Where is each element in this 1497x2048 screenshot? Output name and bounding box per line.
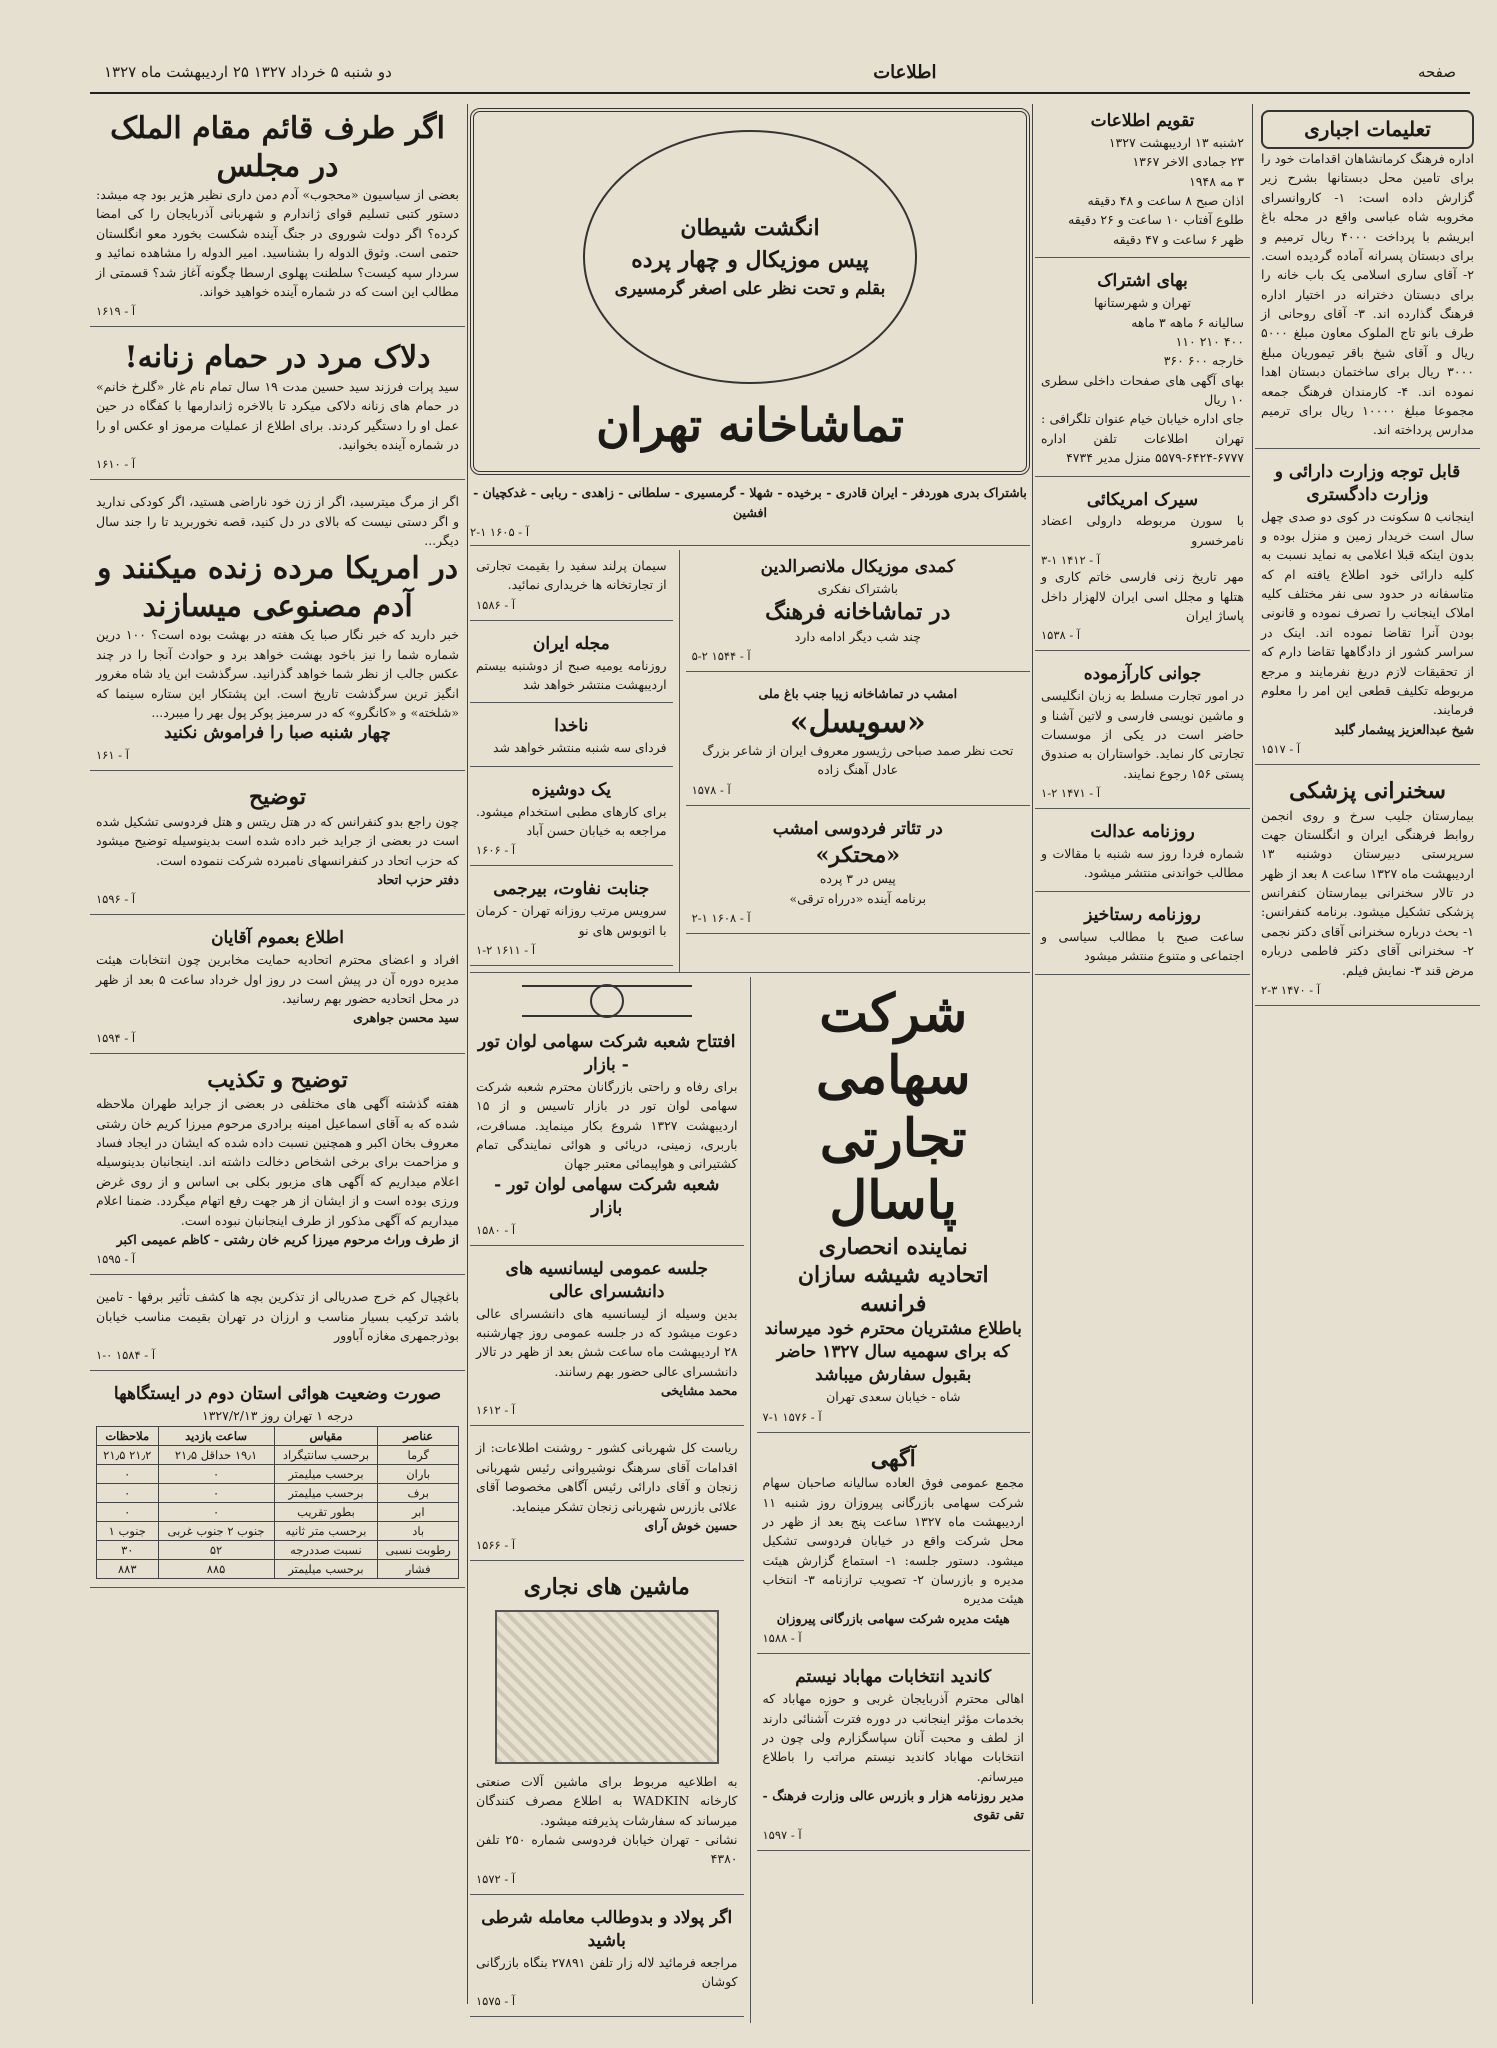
article-clarification: [90, 777, 465, 915]
weather-cell: برحسب متر ثانیه: [274, 1521, 378, 1540]
company-address: شاه - خیابان سعدی تهران: [826, 1389, 961, 1405]
weather-row: [97, 1521, 459, 1540]
ad-cement: [470, 550, 673, 621]
ad-title: ناخدا: [554, 716, 589, 737]
article-body: چون راجع بدو کنفرانس که در هتل ریتس و هتل فردوسی تشکیل شده است در بعضی از جراید خبر داده شده است بدینوسیله توضیح میشود که حزب اتحاد در کنفرانسهای نامبرده شرکت ننموده است.: [96, 813, 459, 868]
calendar-row: ظهر ۶ ساعت و ۴۷ دقیقه: [1112, 231, 1244, 247]
play-author: بقلم و تحت نظر علی اصغر گرمسیری: [614, 278, 886, 299]
article-title: اطلاع بعموم آقایان: [211, 928, 344, 949]
masthead-title: اطلاعات: [873, 61, 937, 83]
ad-title: در تئاتر فردوسی امشب: [772, 818, 943, 839]
weather-row: [97, 1483, 459, 1502]
ad-code: آ - ۱۵۷۶ ۱-۷: [762, 1409, 822, 1424]
article-denial: [90, 1060, 465, 1276]
article-bath-attendant: [90, 333, 465, 480]
company-name-line1: شرکت سهامی: [815, 983, 971, 1107]
ad-body: برای رفاه و راحتی بازرگانان محترم شعبه شرکت سهامی لوان تور در بازار تاسیس و از ۱۵ اردیبهشت ۱۳۲۷ شروع بکار مینماید. مسافرت، باربری، زمینی، دریائی و هوائی نمایندگی تمام کشتیرانی و هواپیمائی معتبر جهان: [476, 1078, 738, 1172]
ad-play: «محتکر»: [815, 841, 900, 868]
article-ministry-notice: [1255, 455, 1480, 765]
office-address: جای اداره خیابان خیام عنوان تلگرافی : تهران اطلاعات تلفن اداره ۶۷۷۷-۶۴۲۴-۵۵۷۹ منزل مدیر ۴۷۳۴: [1041, 411, 1244, 466]
ad-signature: مدیر روزنامه هزار و بازرس عالی وزارت فرهنگ - تقی تقوی: [762, 1788, 1024, 1823]
ad-levan-tour: [470, 1025, 744, 1246]
ad-comedy: [686, 550, 1030, 672]
ad-body: برای کارهای مطبی استخدام میشود. مراجعه به خیابان حسن آباد: [476, 803, 667, 838]
weather-cell: ۳۰: [97, 1540, 159, 1559]
weather-table: [96, 1426, 459, 1579]
ad-body: اهالی محترم آذربایجان غربی و حوزه مهاباد که بخدمات مؤثر اینجانب در دوره فترت آشنائی دارند از لطف و محبت آنان سپاسگزارم ولی چون در انتخابات مهاباد کاندید نیستم مراتب را باطلاع میرسانم.: [762, 1691, 1024, 1784]
ad-code: آ - ۱۵۸۸: [762, 1631, 802, 1646]
company-agent: نماینده انحصاری: [818, 1233, 968, 1260]
ad-code: آ - ۱۵۹۶: [96, 892, 136, 907]
subscription-row: ۴۰۰ ۲۱۰ ۱۱۰: [1175, 333, 1244, 349]
weather-cell: ۰: [97, 1483, 159, 1502]
subscription-box: [1035, 264, 1250, 476]
weather-cell: ۰: [97, 1464, 159, 1483]
weather-cell: بطور تقریب: [274, 1502, 378, 1521]
weather-cell: جنوب ۲ جنوب غربی: [158, 1521, 274, 1540]
calendar-row: طلوع آفتاب ۱۰ ساعت و ۲۶ دقیقه: [1068, 212, 1244, 228]
play-genre: پیس موزیکال و چهار پرده: [631, 246, 869, 273]
article-body: بعضی از سیاسیون «محجوب» آدم دمن داری نظیر هژیر بود چه میشد: دستور کتبی تسلیم قوای ژاندارم و شهربانی آذربایجان را کی امضا کرده؟ اگر دولت شوروی در جنگ آینده شکست بخورد معو انگلستان حتمی است. وثوق الدوله را بشناسید. امیر الدوله را مشاهده نمائید و سردار سپه کیست؟ سلطنت پهلوی ارسطا چگونه آغاز شد؟ قسمتی از مطالب این است که در شماره آینده خواهید خواند.: [96, 187, 459, 299]
ad-body: در امور تجارت مسلط به زبان انگلیسی و ماشین نویسی فارسی و لاتین آشنا و حاضر است در یکی از موسسات تجارتی کار نماید. خواستاران به صندوق پستی ۱۵۶ رجوع نمایند.: [1041, 688, 1244, 781]
ad-code: آ - ۱۶۰۸ ۱-۲: [691, 911, 751, 926]
ad-circus: [1035, 483, 1250, 652]
ad-code: آ - ۱۵۹۴: [96, 1030, 136, 1045]
ad-venue: در تماشاخانه فرهنگ: [765, 599, 951, 626]
article-body: اینجانب ۵ سکونت در کوی دو صدی چهل سال است خریدار زمین و منزل بوده و بدون اینکه قبلا اعلامی به نماید نسبت به کلیه دارائی خود اطلاع یافته ام که متاسفانه در حدود سی نفر مختلف کلیه املاک اینجانب را تصرف نموده و قانونی بودن آنرا تقاضا نموده اند. اینک در سراسر کشور از دادگاهها تقاضا دارم که از تحقیقات لازم دریغ نفرمایند و مرجع مربوطه تکلیف قطعی این امر را معلوم فرمایند.: [1261, 508, 1474, 718]
article-saba-promo: [90, 486, 465, 771]
article-public-notice: [90, 921, 465, 1053]
ad-title: مجله ایران: [532, 633, 610, 654]
weather-header-cell: ساعت بازدید: [158, 1426, 274, 1445]
column-2: [1035, 104, 1250, 981]
weather-cell: رطوبت نسبی: [378, 1540, 459, 1559]
article-body: افراد و اعضای محترم اتحادیه حمایت مخابرین چون انتخابات هیئت مدیره دوره آن در پیش است در روز اول خرداد ساعت ۵ بعد از ظهر در محل اتحادیه حضور بهم رسانید.: [96, 952, 459, 1006]
ad-code: آ - ۱۵۷۸: [691, 782, 731, 797]
ad-signature: محمد مشایخی: [660, 1383, 738, 1399]
article-title: سخنرانی پزشکی: [1289, 778, 1446, 804]
article-tagline: چهار شنبه صبا را فراموش نکنید: [164, 723, 391, 744]
ad-code: آ - ۱۵۴۴ ۲-۵: [691, 649, 751, 664]
center-two-column: [470, 545, 1030, 972]
article-compulsory-education: [1255, 104, 1480, 449]
ad-rastakhiz-newspaper: [1035, 898, 1250, 975]
theatre-oval: [583, 130, 917, 384]
ad-title: جنابت نفاوت، بیرجمی: [493, 879, 650, 900]
ad-title: جلسه عمومی لیسانسیه های دانشسرای عالی: [505, 1258, 708, 1302]
ad-experienced-youth: [1035, 657, 1250, 809]
article-title: توضیح: [248, 784, 306, 811]
ad-note: تحت نظر صمد صباحی رژیسور معروف ایران از شاعر بزرگ عادل آهنگ زاده: [702, 743, 1014, 778]
ad-body: به اطلاعیه مربوط برای ماشین آلات صنعتی کارخانه WADKIN به اطلاع مصرف کنندگان میرساند که سفارشات پذیرفته میشود.: [476, 1773, 738, 1828]
ad-code: آ - ۱۵۹۵: [96, 1252, 136, 1267]
article-signature: از طرف وراث مرحوم میرزا کریم خان رشتی - کاظم عمیمی اکبر: [116, 1231, 459, 1247]
weather-header-row: [97, 1426, 459, 1445]
weather-cell: برحسب میلیمتر: [274, 1483, 378, 1502]
ad-code: آ - ۱۵۷۲: [476, 1871, 516, 1886]
ad-pretitle: امشب در تماشاخانه زیبا جنب باغ ملی: [758, 686, 958, 702]
weather-title: صورت وضعیت هوائی استان دوم در ایستگاهها: [113, 1384, 442, 1405]
ad-signature: حسین خوش آرای: [644, 1517, 738, 1533]
ad-code: آ - ۱۶۰۵ ۱-۲: [470, 524, 530, 539]
weather-row: [97, 1445, 459, 1464]
column-3: [470, 104, 1030, 2023]
ad-body: ساعت صبح با مطالب سیاسی و اجتماعی و متنوع منتشر میشود: [1041, 928, 1244, 964]
ad-police-thanks: [470, 1432, 744, 1561]
article-signature: دفتر حزب اتحاد: [377, 871, 459, 887]
ad-young-lady: [470, 773, 673, 867]
column-4: [90, 104, 465, 1594]
ad-code: آ - ۱۴۷۰ ۳-۲: [1261, 982, 1321, 997]
weather-row: [97, 1502, 459, 1521]
subscription-row: خارجه ۶۰۰ ۳۶۰: [1163, 353, 1244, 369]
article-title: در امریکا مرده زنده میکنند و آدم مصنوعی میسازند: [96, 551, 459, 624]
article-signature: شیخ عبدالعزیز پیشمار گلبد: [1334, 721, 1474, 737]
article-body: بیمارستان جلیب سرخ و روی انجمن روابط فرهنگی ایران و انگلستان جهت سرپرستی دبیرستان دوشنبه ۱۳ اردیبهشت ماه ۱۳۲۷ ساعت ۸ بعد از ظهر در تالار سخنرانی بیمارستان کنفرانس پزشکی تشکیل میشود. برنامه کنفرانس: ۱- بحث درباره سخنرانی آقای دکتر نجمی ۲- سخنرانی آقای دکتر فاطمی درباره مرض قند ۳- نمایش فیلم.: [1261, 807, 1475, 978]
ad-code: آ - ۱۶۱۰: [96, 457, 136, 472]
ad-steel: [470, 1901, 744, 2018]
ad-sweissel: [686, 678, 1030, 806]
ad-signature: هیئت مدیره شرکت سهامی بازرگانی پیروزان: [776, 1610, 1010, 1626]
weather-row: [97, 1540, 459, 1559]
column-rule: [467, 104, 468, 2004]
company-notice: باطلاع مشتریان محترم خود میرساند که برای سهمیه سال ۱۳۲۷ حاضر بقبول سفارش میباشد: [764, 1319, 1022, 1386]
ad-note: برنامه آینده «درراه ترقی»: [789, 890, 927, 906]
ad-code: آ - ۱۵۸۰: [476, 1222, 516, 1237]
weather-header-cell: مقیاس: [274, 1426, 378, 1445]
article-body: اداره فرهنگ کرمانشاهان اقدامات خود را برای تامین محل دبستانها بشرح زیر گزارش داده است: ۱- کاروانسرای مخروبه شاه عباسی واقع در محله باغ ابریشم با پرداخت ۴۰۰۰ ریال ترمیم و برای دبستان پسرانه آماده گردیده است. ۲- آقای ساری اسلامی یک باب خانه را برای دبستان دخترانه در اختیار اداره فرهنگ گذارده اند. ۳- آقای روحانی از طرف بانو تاج الملوک معاون مبلغ ۵۰۰۰ ریال و آقای شیخ باقر تیموریان مبلغ ۳۰۰۰ ریال برای ساختمان دبستان اهدا نموده اند. ۴- کارمندان فرهنگ جمعه مجموعا مبلغ ۱۰۰۰۰ ریال برای ترمیم مدارس پرداخته اند.: [1261, 151, 1475, 438]
weather-cell: باد: [378, 1521, 459, 1540]
calendar-row: ۲۳ جمادی الاخر ۱۳۶۷: [1132, 154, 1244, 170]
ad-ferdowsi-theatre: [686, 812, 1030, 934]
company-union: اتحادیه شیشه سازان فرانسه: [797, 1262, 989, 1317]
weather-subtitle: درجه ۱ تهران روز ۱۳۲۷/۲/۱۳: [202, 1408, 353, 1424]
theatre-name: تماشاخانه تهران: [596, 398, 904, 452]
ad-body: مراجعه فرمائید لاله زار تلفن ۲۷۸۹۱ بنگاه بازرگانی کوشان: [476, 1954, 738, 1990]
article-body: هفته گذشته آگهی های مختلفی در بعضی از جراید طهران ملاحظه شده که به آقای اسماعیل امینه برادری مرحوم میرزا کریم خان رشتی معروف بخان اکبر و همچنین نسبت داده شده که ایشان در ایجاد فساد و مزاحمت برای برخی اشخاص دخالت داشته اند. اینجانبان بدینوسیله اعلام میداریم که آگهی های مزبور بکلی بی اساس و از روی غرض ورزی بوده است و از ایشان از هر جهت رفع اتهام میگردد. ضمنا اعلام میداریم که آگهی مذکور از طرف اینجانبان نبوده است.: [96, 1096, 459, 1228]
ad-code: آ - ۱۴۱۲ ۱-۳: [1041, 553, 1101, 568]
article-title: توضیح و تکذیب: [207, 1066, 348, 1093]
calendar-row: ۳ مه ۱۹۴۸: [1189, 173, 1244, 189]
center-lower-two-column: [470, 972, 1030, 2023]
masthead-page-label: صفحه: [1417, 63, 1456, 81]
center-lower-left: [750, 977, 1031, 2023]
article-title: اگر طرف قائم مقام الملک در مجلس: [110, 111, 445, 184]
weather-cell: ۱۹٫۱ حداقل ۲۱٫۵: [158, 1445, 274, 1464]
ad-shareholders-notice: [757, 1439, 1031, 1655]
ad-code: آ - ۱۶۱۲: [476, 1403, 516, 1418]
ad-code: آ - ۱۶۰۶: [476, 843, 516, 858]
weather-cell: فشار: [378, 1559, 459, 1578]
ad-nakhoda: [470, 709, 673, 766]
subscription-row: بهای آگهی های صفحات داخلی سطری ۱۰ ریال: [1041, 372, 1244, 407]
ad-body: باغچیال کم خرج صدریالی از تذکرین بچه ها کشف تأثیر برفها - تامین باشد ترکیب بسیار مناسب و ارزان در تهران بقیمت مناسب خیابان بوذرجمهری مغازه آباوور: [96, 1289, 459, 1344]
ad-body: فردای سه شنبه منتشر خواهد شد: [493, 740, 667, 756]
ad-body: مجمع عمومی فوق العاده سالیانه صاحبان سهام شرکت سهامی بازرگانی پیروزان روز شنبه ۱۱ اردیبهشت ماه ۱۳۲۷ ساعت پنج بعد از ظهر در محل شرکت واقع در خیابان فردوسی تشکیل میشود. دستور جلسه: ۱- استماع گزارش هیئت مدیره و بازرسان ۲- تصویب ترازنامه ۳- انتخاب هیئت مدیره: [762, 1475, 1025, 1607]
ad-bus-service: [470, 872, 673, 966]
weather-header-cell: عناصر: [378, 1426, 459, 1445]
weather-cell: ۰: [158, 1502, 274, 1521]
ad-code: آ - ۱۵۸۶: [476, 597, 516, 612]
column-rule: [1032, 104, 1033, 2004]
ad-title: «سویسل»: [789, 704, 926, 740]
weather-row: [97, 1559, 459, 1578]
subscription-row: سالیانه ۶ ماهه ۳ ماهه: [1131, 314, 1244, 330]
weather-cell: برحسب میلیمتر: [274, 1559, 378, 1578]
ad-title: یک دوشیزه: [531, 779, 611, 800]
weather-row: [97, 1464, 459, 1483]
ad-title: جوانی کارآزموده: [1083, 664, 1202, 685]
ad-garden: [90, 1281, 465, 1371]
weather-cell: گرما: [378, 1445, 459, 1464]
ad-code: آ - ۱۵۳۸: [1041, 628, 1081, 643]
ad-pasal-company: [757, 977, 1031, 1433]
ad-code: آ - ۱۶۱۱ ۲-۱: [476, 943, 536, 958]
calendar-box: [1035, 104, 1250, 258]
ad-body: مهر تاریخ زنی فارسی خاتم کاری و هتلها و مجلل اسی ایران لالهزار داخل پاساژ ایران: [1041, 569, 1244, 623]
ad-body: شماره فردا روز سه شنبه با مقالات و مطالب خواندنی منتشر میشود.: [1041, 846, 1244, 881]
ad-title: کمدی موزیکال ملانصرالدین: [760, 556, 955, 577]
weather-cell: برف: [378, 1483, 459, 1502]
theatre-tehran-ad: [470, 108, 1030, 475]
ad-title: روزنامه عدالت: [1090, 822, 1195, 843]
ad-code: آ - ۱۶۱۹: [96, 304, 136, 319]
weather-report: [90, 1377, 465, 1587]
ad-iran-magazine: [470, 627, 673, 704]
ad-title: کاندید انتخابات مهاباد نیستم: [795, 1667, 992, 1688]
article-ghavam-majlis: [90, 104, 465, 327]
weather-cell: ۸۸۳: [97, 1559, 159, 1578]
article-lead: اگر از مرگ میترسید، اگر از زن خود ناراضی هستید، اگر کودکی ندارید و اگر دستی نیست که بالای در دل کنید، قصه نخوربرید تا را جند سال دیگر...: [96, 494, 459, 548]
ad-title: آگهی: [870, 1445, 916, 1472]
weather-cell: ۵۲: [158, 1540, 274, 1559]
ad-code: آ - ۱۵۷۵: [476, 1994, 516, 2009]
calendar-title: تقویم اطلاعات: [1090, 111, 1195, 131]
ad-body: سیمان پرلند سفید را بقیمت تجارتی از تجارتخانه ها خریداری نمائید.: [476, 557, 667, 593]
ad-body: روزنامه یومیه صبح از دوشنبه بیستم اردیبهشت منتشر خواهد شد: [476, 657, 667, 692]
ad-woodworking-machines: [470, 1567, 744, 1894]
article-body: خبر دارید که خبر نگار صبا یک هفته در بهشت بوده است؟ ۱۰۰ درین شماره شما را نیز باخود بهشت خواهد برد و حوادث آنجا را در چند عکس جالب از نظر شما خواهد گذرانید. سرگذشت ابن یاد شاه مغرور انگیز ترین سرگذشت تاریخ است. این پشتکار این ستاره سینما که «شلخته» و «کانگرو» که در سرمیز پوکر پول بهر را میبرد...: [96, 627, 459, 720]
ad-subtitle: پیس در ۳ پرده: [819, 871, 896, 887]
weather-cell: برحسب سانتیگراد: [274, 1445, 378, 1464]
ad-graduates-meeting: [470, 1252, 744, 1427]
ad-code: آ - ۱۵۱۷: [1261, 742, 1301, 756]
ad-code: آ - ۱۵۶۶: [476, 1538, 516, 1553]
play-title: انگشت شیطان: [680, 214, 820, 241]
calendar-row: ۲شنبه ۱۳ اردیبهشت ۱۳۲۷: [1108, 134, 1244, 150]
ad-address: شعبه شرکت سهامی لوان تور - بازار: [494, 1174, 720, 1218]
weather-cell: ۰: [97, 1502, 159, 1521]
ad-title: روزنامه رستاخیز: [1084, 904, 1201, 925]
article-title: دلاک مرد در حمام زنانه!: [124, 340, 431, 376]
weather-cell: جنوب ۱: [97, 1521, 159, 1540]
calendar-row: اذان صبح ۸ ساعت و ۴۸ دقیقه: [1087, 193, 1244, 209]
weather-cell: ۸۸۵: [158, 1559, 274, 1578]
ad-adalat-newspaper: [1035, 815, 1250, 892]
masthead-date: دو شنبه ۵ خرداد ۱۳۲۷ ۲۵ اردیبهشت ماه ۱۳۲۷: [104, 63, 392, 81]
ad-body: سرویس مرتب روزانه تهران - کرمان با اتوبوس های نو: [476, 903, 667, 938]
ad-title: اگر پولاد و بدوطالب معامله شرطی باشید: [481, 1907, 733, 1951]
subscription-subtitle: تهران و شهرستانها: [1093, 295, 1191, 311]
article-title: قابل توجه وزارت دارائی و وزارت دادگستری: [1274, 461, 1461, 505]
ad-body: ریاست کل شهربانی کشور - روشنت اطلاعات: از اقدامات آقای سرهنگ نوشیروانی رئیس شهربانی زنجان و آقای دارائی رئیس آگاهی مخصوصا آقای علائی بازرس شهربانی زنجان تشکر مینماید.: [476, 1440, 738, 1514]
column-1: [1255, 104, 1480, 1012]
ad-note: چند شب دیگر ادامه دارد: [794, 628, 921, 644]
ad-code: آ - ۱۵۹۷: [762, 1827, 802, 1842]
article-medical-lecture: [1255, 771, 1480, 1006]
subscription-title: بهای اشتراک: [1097, 271, 1188, 292]
weather-cell: ۰: [158, 1483, 274, 1502]
ad-body: بدین وسیله از لیسانسیه های دانشسرای عالی دعوت میشود که در جلسه عمومی روز چهارشنبه ۲۸ اردیبهشت ماه ساعت شش بعد از ظهر در تالار دانشسرای عالی حضور بهم رسانند.: [476, 1305, 738, 1379]
weather-cell: ۲۱٫۲ ۲۱٫۵: [97, 1445, 159, 1464]
column-rule: [1252, 104, 1253, 2004]
winged-emblem-icon: [522, 985, 692, 1017]
ad-title: افتتاح شعبه شرکت سهامی لوان تور - بازار: [478, 1032, 736, 1075]
weather-cell: ۰: [158, 1464, 274, 1483]
center-left-subcol: [679, 550, 1030, 972]
weather-cell: باران: [378, 1464, 459, 1483]
ad-body: با سورن مربوطه دارولی اعضاد نامرخسرو: [1041, 513, 1244, 548]
article-signature: سید محسن جواهری: [353, 1010, 459, 1026]
ad-code: آ - ۱۵۸۴ ۰-۱: [96, 1348, 156, 1363]
emblem-circle-icon: [590, 984, 624, 1018]
machine-illustration-icon: [495, 1610, 719, 1764]
weather-cell: برحسب میلیمتر: [274, 1464, 378, 1483]
masthead: [90, 52, 1470, 94]
weather-cell: نسبت صددرجه: [274, 1540, 378, 1559]
ad-code: آ - ۱۶۱: [96, 748, 129, 763]
company-name-line2: تجارتی پاسال: [819, 1107, 967, 1232]
weather-header-cell: ملاحظات: [97, 1426, 159, 1445]
ad-election-notice: [757, 1660, 1031, 1851]
center-lower-right: [470, 977, 744, 2023]
ad-subtitle: باشتراک نفکری: [817, 580, 899, 596]
ad-address: نشانی - تهران خیابان فردوسی شماره ۲۵۰ تلفن ۴۳۸۰: [476, 1832, 738, 1867]
ad-code: آ - ۱۴۷۱ ۲-۱: [1041, 786, 1101, 801]
theatre-cast: باشتراک بدری هوردفر - ایران قادری - برخیده - شهلا - گرمسیری - سلطانی - زاهدی - ربابی - غدکچیان - افشین: [473, 485, 1027, 520]
center-right-subcol: [470, 550, 673, 972]
ad-title: سیرک امریکائی: [1086, 489, 1199, 510]
weather-cell: ابر: [378, 1502, 459, 1521]
ad-title: ماشین های نجاری: [523, 1574, 690, 1601]
article-title: تعلیمات اجباری: [1261, 110, 1474, 149]
article-body: سید پرات فرزند سید حسین مدت ۱۹ سال تمام نام غار «گلرخ خانم» در حمام های زنانه دلاکی میکرد تا بالاخره ژاندارمها با کفگاه در حین عمل او را دستگیر کردند. برای اطلاع از عملیات مرموز او عکس او را در شماره آینده بخوانید.: [96, 378, 459, 452]
